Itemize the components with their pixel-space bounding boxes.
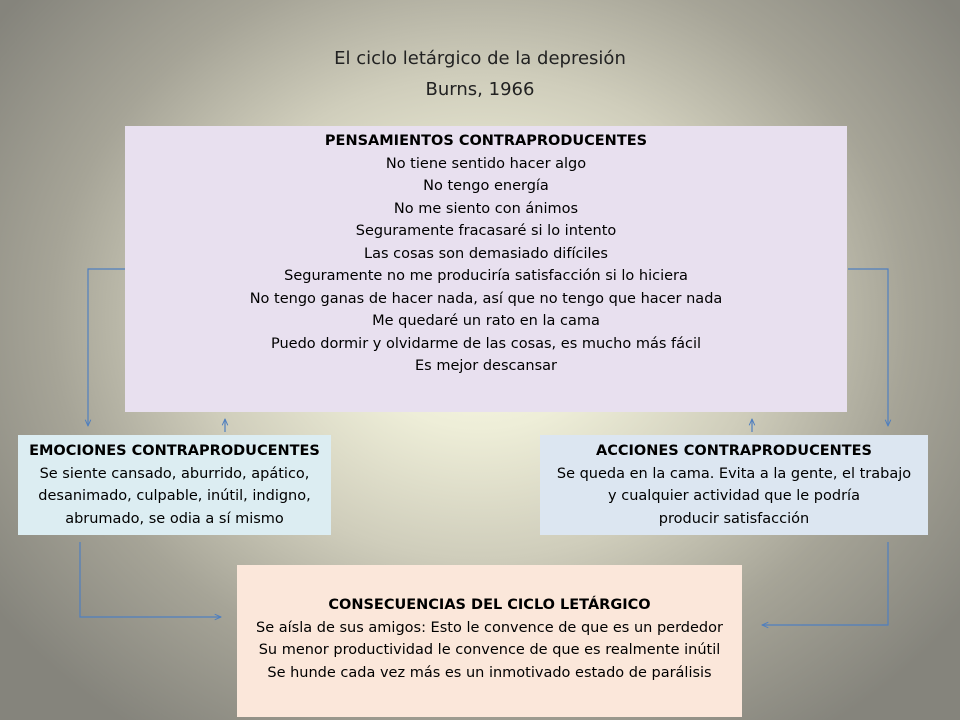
arrow-actions-to-consequences [762, 542, 888, 625]
consequences-line: Se aísla de sus amigos: Esto le convence de que es un perdedor [256, 619, 723, 636]
actions-line: y cualquier actividad que le podría [608, 488, 860, 504]
actions-heading: ACCIONES CONTRAPRODUCENTES [596, 443, 872, 459]
thoughts-line: No tengo ganas de hacer nada, así que no tengo que hacer nada [249, 290, 723, 307]
thoughts-line: Seguramente fracasaré si lo intento [355, 223, 617, 239]
actions-line: Se queda en la cama. Evita a la gente, el trabajo [556, 465, 912, 482]
diagram-citation: Burns, 1966 [425, 79, 535, 100]
thoughts-line: Es mejor descansar [415, 358, 557, 374]
thoughts-line: No me siento con ánimos [393, 200, 579, 217]
actions-line: producir satisfacción [658, 510, 810, 527]
thoughts-line: No tiene sentido hacer algo [385, 155, 587, 172]
thoughts-line: Puedo dormir y olvidarme de las cosas, es mucho más fácil [270, 335, 702, 352]
thoughts-line: No tengo energía [423, 178, 549, 194]
consequences-heading: CONSECUENCIAS DEL CICLO LETÁRGICO [328, 597, 651, 613]
emotions-line: Se siente cansado, aburrido, apático, [39, 465, 310, 482]
arrow-emotions-to-consequences [80, 542, 221, 617]
emotions-heading: EMOCIONES CONTRAPRODUCENTES [29, 443, 320, 459]
arrow-thoughts-to-emotions [88, 269, 125, 426]
diagram-title: El ciclo letárgico de la depresión [334, 48, 626, 69]
thoughts-line: Me quedaré un rato en la cama [372, 313, 600, 329]
thoughts-line: Las cosas son demasiado difíciles [364, 245, 608, 262]
emotions-line: abrumado, se odia a sí mismo [65, 510, 284, 527]
thoughts-box [125, 126, 847, 412]
consequences-box [237, 565, 742, 717]
thoughts-line: Seguramente no me produciría satisfacción si lo hiciera [284, 268, 688, 284]
thoughts-heading: PENSAMIENTOS CONTRAPRODUCENTES [324, 133, 648, 149]
consequences-line: Su menor productividad le convence de que es realmente inútil [258, 642, 721, 658]
arrow-thoughts-to-actions [848, 269, 888, 426]
actions-box [540, 435, 928, 535]
emotions-line: desanimado, culpable, inútil, indigno, [38, 488, 311, 504]
emotions-box [18, 435, 331, 535]
consequences-line: Se hunde cada vez más es un inmotivado estado de parálisis [267, 664, 712, 681]
